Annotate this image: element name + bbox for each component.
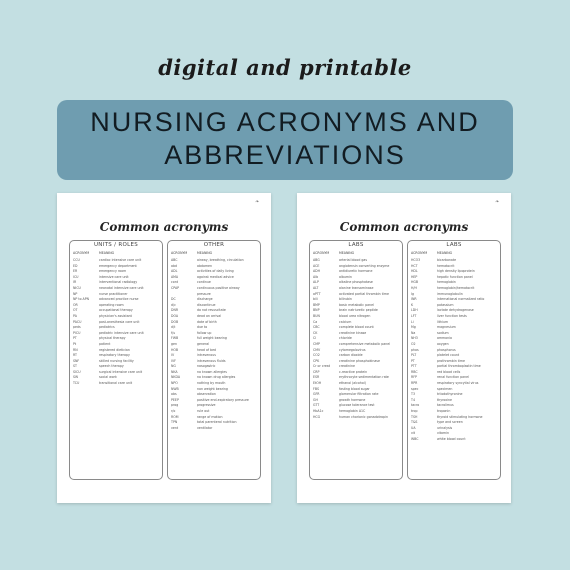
acronym-meaning: hemoglobin <box>437 280 456 285</box>
acronym: obs <box>171 392 177 397</box>
acronym-meaning: arterial blood gas <box>339 258 368 262</box>
acronym-meaning: vitamin <box>437 431 449 436</box>
acronym: LDH <box>411 308 418 313</box>
acronym-meaning: type and screen <box>437 420 463 425</box>
acronym: IV <box>171 353 175 358</box>
acronym: Pt <box>73 341 77 346</box>
acronym: AMA <box>171 274 179 279</box>
acronym-meaning: glomerular filtration rate <box>339 392 379 397</box>
acronym: INR <box>411 297 417 302</box>
acronym: Alb <box>313 274 319 279</box>
acronym-list <box>73 258 160 387</box>
acronym-meaning: platelet count <box>437 353 460 358</box>
acronym-meaning: sodium <box>437 330 449 335</box>
acronym-meaning: against medical advice <box>197 274 234 279</box>
acronym-meaning: transitional care unit <box>99 381 133 386</box>
acronym-meaning: immunoglobulin <box>437 291 463 296</box>
acronym-meaning: carbon dioxide <box>339 353 363 358</box>
acronym-meaning: no known drug allergies <box>197 375 236 380</box>
acronym: spec <box>411 386 419 391</box>
acronym-meaning: renal function panel <box>437 375 469 380</box>
tagline: digital and printable <box>158 55 412 80</box>
acronym: Cl <box>313 336 317 341</box>
acronym: PT <box>411 358 415 363</box>
acronym: CK <box>313 330 318 335</box>
printable-sheet-left <box>57 193 271 503</box>
acronym: DNR <box>171 308 179 313</box>
acronym: BNP <box>313 308 320 313</box>
meaning-header: MEANING <box>197 251 213 255</box>
acronym-meaning: white blood count <box>437 437 466 441</box>
acronym-meaning: thyroxine <box>437 397 453 402</box>
acronym-meaning: social work <box>99 375 117 380</box>
meaning-header: MEANING <box>99 251 115 255</box>
acronym-meaning: blood urea nitrogen <box>339 313 371 318</box>
acronym: ED <box>73 263 78 268</box>
acronym-meaning: cytomegalovirus <box>339 347 366 352</box>
column-header-row <box>171 251 258 257</box>
acronym-meaning: emergency department <box>99 263 137 268</box>
acronym-meaning: neonatal intensive care unit <box>99 285 144 290</box>
acronym: Li <box>411 319 414 324</box>
acronym: ER <box>73 269 78 274</box>
acronym: Ca <box>313 319 318 324</box>
acronym: d/t <box>171 325 176 330</box>
acronym-meaning: magnesium <box>437 325 456 330</box>
acronym: NP <box>73 291 78 296</box>
acronym-meaning: discontinue <box>197 302 216 307</box>
acronym: gen <box>171 341 178 346</box>
acronym-meaning: creatinine kinase <box>339 330 367 335</box>
acronym-meaning: total parenteral nutrition <box>197 420 237 425</box>
acronym: ADL <box>171 269 178 274</box>
acronym: NP to APN <box>73 297 90 302</box>
acronym-meaning: continuous positive airway <box>197 285 240 290</box>
acronym-meaning: fasting blood sugar <box>339 386 370 391</box>
acronym: ACE <box>313 263 320 268</box>
acronym: BUN <box>313 313 320 318</box>
acronym-meaning: glucose tolerance test <box>339 403 375 408</box>
acronym-meaning: high density lipoprotein <box>437 269 475 274</box>
acronym: HGB <box>411 280 419 285</box>
column-heading: OTHER <box>203 242 225 248</box>
acronym-meaning: tacrolimus <box>437 403 454 408</box>
acronym-header: ACRONYM <box>411 251 428 255</box>
acronym-meaning: interventional radiology <box>99 280 138 285</box>
acronym-meaning: observation <box>197 392 216 397</box>
column-box <box>167 240 261 480</box>
acronym-list <box>171 258 258 431</box>
acronym-row <box>411 437 498 443</box>
acronym-meaning: triiodothyronine <box>437 392 463 397</box>
acronym: SNF <box>73 358 80 363</box>
acronym-meaning: nurse practitioner <box>99 291 128 296</box>
acronym-meaning: urinalysis <box>437 425 453 430</box>
banner-title-line1: NURSING ACRONYMS AND <box>90 107 480 137</box>
acronym-meaning: respiratory syncytial virus <box>437 381 479 386</box>
acronym-meaning: international normalized ratio <box>437 297 485 302</box>
acronym-meaning: bicarbonate <box>437 258 457 262</box>
acronym-meaning: rule out <box>197 409 210 414</box>
acronym-meaning: hemoglobin/hematocrit <box>437 285 475 290</box>
acronym: PACU <box>73 319 82 324</box>
column-heading: LABS <box>446 242 462 248</box>
column-header-row <box>313 251 400 257</box>
acronym: GFR <box>313 392 320 397</box>
acronym: T&S <box>411 420 418 425</box>
acronym-meaning: advanced practice nurse <box>99 297 139 302</box>
column-box <box>407 240 501 480</box>
acronym: abd <box>171 263 177 268</box>
acronym: GTT <box>313 403 320 408</box>
acronym-meaning: intensive care unit <box>99 274 129 279</box>
acronym: BMP <box>313 302 320 307</box>
acronym-meaning: occupational therapy <box>99 308 133 313</box>
title-banner <box>57 100 513 180</box>
meaning-header: MEANING <box>339 251 355 255</box>
acronym: CBC <box>313 325 320 330</box>
acronym-meaning: c-reactive protein <box>339 369 368 374</box>
acronym-meaning: airway, breathing, circulation <box>197 258 244 262</box>
acronym-meaning: phosphorus <box>437 347 456 352</box>
acronym-meaning: nothing by mouth <box>197 381 226 386</box>
acronym: NH3 <box>411 336 418 341</box>
acronym: SICU <box>73 369 81 374</box>
acronym-header: ACRONYM <box>313 251 330 255</box>
acronym: d/c <box>171 302 176 307</box>
acronym: PA <box>73 313 77 318</box>
acronym-meaning: comprehensive metabolic panel <box>339 341 391 346</box>
acronym-meaning: ventilator <box>197 425 213 430</box>
acronym-row <box>171 426 258 432</box>
acronym: NKDA <box>171 375 181 380</box>
acronym: Cr or creat <box>313 364 330 369</box>
acronym-meaning: albumin <box>339 274 352 279</box>
acronym-meaning: liver function tests <box>437 313 467 318</box>
acronym-meaning: thyroid stimulating hormone <box>437 414 483 419</box>
acronym: EtOH <box>313 381 322 386</box>
brand-logo: ❧ <box>254 199 259 205</box>
acronym: HEP <box>411 274 418 279</box>
acronym: HCO3 <box>411 258 421 262</box>
acronym: ABG <box>313 258 320 262</box>
acronym-meaning: cardiac intensive care unit <box>99 258 142 262</box>
acronym-meaning: lactate dehydrogenase <box>437 308 474 313</box>
acronym-row <box>313 415 400 421</box>
acronym: CMP <box>313 341 320 346</box>
acronym-meaning: basic metabolic panel <box>339 302 374 307</box>
acronym-meaning: discharge <box>197 297 213 302</box>
acronym: K <box>411 302 414 307</box>
acronym-meaning: progressive <box>197 403 216 408</box>
column-heading: UNITS / ROLES <box>93 242 139 248</box>
acronym-list <box>411 258 498 443</box>
acronym: prog <box>171 403 179 408</box>
acronym: IVF <box>171 358 176 363</box>
acronym: CRP <box>313 369 320 374</box>
acronym: CPAP <box>171 285 180 290</box>
acronym: NKA <box>171 369 178 374</box>
banner-title-line2: ABBREVIATIONS <box>164 140 406 170</box>
acronym: Ig <box>411 291 414 296</box>
acronym: FWB <box>171 336 179 341</box>
acronym-meaning: hemoglobin A1C <box>339 409 366 414</box>
column-heading: LABS <box>348 242 364 248</box>
acronym-meaning: skilled nursing facility <box>99 358 134 363</box>
acronym-meaning: lithium <box>437 319 449 324</box>
acronym-meaning: patient <box>99 341 111 346</box>
acronym: TPN <box>171 420 178 425</box>
acronym-meaning: oxygen <box>437 341 449 346</box>
column-box <box>69 240 163 480</box>
acronym-meaning: no known allergies <box>197 369 227 374</box>
acronym: bili <box>313 297 318 302</box>
acronym-header: ACRONYM <box>171 251 188 255</box>
acronym: ALT <box>313 285 319 290</box>
acronym-meaning: troponin <box>437 409 451 414</box>
acronym-meaning: continue <box>197 280 211 285</box>
acronym: RBC <box>411 369 418 374</box>
printable-sheet-right <box>297 193 511 503</box>
acronym: CMV <box>313 347 321 352</box>
acronym: LFT <box>411 313 417 318</box>
acronym-meaning: abdomen <box>197 263 213 268</box>
acronym: WBC <box>411 437 419 441</box>
acronym-meaning: post-anesthesia care unit <box>99 319 140 324</box>
acronym: CO2 <box>313 353 320 358</box>
acronym: SW <box>73 375 79 380</box>
acronym-meaning: hematocrit <box>437 263 455 268</box>
acronym-meaning: dead on arrival <box>197 313 222 318</box>
acronym: OT <box>73 308 78 313</box>
acronym-list <box>313 258 400 420</box>
acronym: peds <box>73 325 81 330</box>
acronym-meaning: specimen <box>437 386 453 391</box>
acronym-meaning: antidiuretic hormone <box>339 269 373 274</box>
acronym-meaning: registered dietician <box>99 347 130 352</box>
meaning-header: MEANING <box>437 251 453 255</box>
acronym-meaning: surgical intensive care unit <box>99 369 143 374</box>
acronym: TSH <box>411 414 418 419</box>
acronym: RN <box>73 347 78 352</box>
acronym-meaning: physician's assistant <box>99 313 132 318</box>
acronym-meaning: complete blood count <box>339 325 374 330</box>
acronym-meaning: calcium <box>339 319 352 324</box>
acronym: phos <box>411 347 419 352</box>
acronym-meaning: physical therapy <box>99 336 126 341</box>
acronym-meaning: brain natriuretic peptide <box>339 308 378 313</box>
acronym: DOA <box>171 313 179 318</box>
acronym: Na <box>411 330 416 335</box>
acronym: CCU <box>73 258 80 262</box>
acronym-header: ACRONYM <box>73 251 90 255</box>
acronym-meaning: intravenous <box>197 353 216 358</box>
acronym: DOB <box>171 319 179 324</box>
acronym-meaning: human chorionic gonadotropin <box>339 414 388 419</box>
acronym-meaning: partial thromboplastin time <box>437 364 481 369</box>
acronym: NICU <box>73 285 81 290</box>
column-header-row <box>411 251 498 257</box>
acronym: RPR <box>411 381 418 386</box>
acronym-meaning: pressure <box>197 291 211 296</box>
acronym-meaning: chloride <box>339 336 352 341</box>
acronym: PT <box>73 336 77 341</box>
acronym-meaning: growth hormone <box>339 397 366 402</box>
acronym: ESR <box>313 375 320 380</box>
acronym-meaning: alkaline phosphatase <box>339 280 373 285</box>
acronym: NPO <box>171 381 178 386</box>
acronym-meaning: ammonia <box>437 336 452 341</box>
acronym-meaning: activated partial thrombin time <box>339 291 389 296</box>
acronym-meaning: intravenous fluids <box>197 358 226 363</box>
acronym: PICU <box>73 330 81 335</box>
acronym: FBS <box>313 386 319 391</box>
acronym-meaning: alanine transaminase <box>339 285 374 290</box>
acronym-meaning: operating room <box>99 302 124 307</box>
sheet-title: Common acronyms <box>339 220 469 234</box>
acronym-meaning: pediatric intensive care unit <box>99 330 144 335</box>
acronym: UA <box>411 425 416 430</box>
acronym: DC <box>171 297 176 302</box>
acronym-meaning: range of motion <box>197 414 223 419</box>
acronym: HbA1c <box>313 409 324 414</box>
acronym-meaning: potassium <box>437 302 454 307</box>
acronym: H/H <box>411 285 417 290</box>
acronym-meaning: angiotensin converting enzyme <box>339 263 390 268</box>
acronym-meaning: respiratory therapy <box>99 353 130 358</box>
acronym: PEEP <box>171 397 179 402</box>
acronym-meaning: erythrocyte sedimentation rate <box>339 375 389 380</box>
acronym-meaning: positive end-expiratory pressure <box>197 397 249 402</box>
acronym-meaning: pediatrics <box>99 325 115 330</box>
acronym-meaning: do not resuscitate <box>197 308 226 313</box>
acronym: HOB <box>171 347 179 352</box>
column-header-row <box>73 251 160 257</box>
acronym: HCT <box>411 263 418 268</box>
acronym: aPTT <box>313 291 321 296</box>
acronym: ADH <box>313 269 321 274</box>
acronym: ICU <box>73 274 79 279</box>
acronym: cont <box>171 280 178 285</box>
acronym: Mg <box>411 325 416 330</box>
acronym: f/u <box>171 330 176 335</box>
acronym: OR <box>73 302 78 307</box>
sheet-title: Common acronyms <box>99 220 229 234</box>
acronym: ABC <box>171 258 178 262</box>
acronym-meaning: nasogastric <box>197 364 216 369</box>
acronym: r/o <box>171 409 176 414</box>
column-box <box>309 240 403 480</box>
acronym: IR <box>73 280 77 285</box>
acronym-meaning: prothrombin time <box>437 358 465 363</box>
acronym-meaning: head of bed <box>197 347 217 352</box>
acronym-meaning: date of birth <box>197 319 217 324</box>
acronym-meaning: speech therapy <box>99 364 124 369</box>
acronym: PLT <box>411 353 417 358</box>
acronym: vent <box>171 425 179 430</box>
acronym: T3 <box>411 392 415 397</box>
acronym-meaning: hepatic function panel <box>437 274 473 279</box>
acronym: GH <box>313 397 318 402</box>
acronym-meaning: creatinine phosphokinase <box>339 358 380 363</box>
acronym: NG <box>171 364 176 369</box>
acronym: TCU <box>73 381 80 386</box>
acronym-meaning: red blood cells <box>437 369 461 374</box>
acronym: trop <box>411 409 418 414</box>
acronym: RFP <box>411 375 417 380</box>
acronym-meaning: bilirubin <box>339 297 352 302</box>
acronym: ST <box>73 364 77 369</box>
acronym: vit <box>411 431 416 436</box>
acronym: CPK <box>313 358 320 363</box>
acronym-meaning: due to <box>197 325 208 330</box>
acronym: HDL <box>411 269 418 274</box>
acronym-meaning: activities of daily living <box>197 269 234 274</box>
acronym-meaning: non weight bearing <box>197 386 228 391</box>
acronym-meaning: emergency room <box>99 269 127 274</box>
acronym-meaning: ethanol (alcohol) <box>339 381 366 386</box>
acronym-meaning: creatinine <box>339 364 355 369</box>
acronym: PTT <box>411 364 417 369</box>
acronym: RT <box>73 353 77 358</box>
acronym: ROM <box>171 414 179 419</box>
acronym: NWB <box>171 386 179 391</box>
acronym-row <box>73 381 160 387</box>
brand-logo: ❧ <box>494 199 499 205</box>
acronym: O2 <box>411 341 416 346</box>
acronym-meaning: full weight bearing <box>197 336 227 341</box>
acronym-meaning: general <box>197 341 210 346</box>
acronym: ALP <box>313 280 319 285</box>
acronym: HCG <box>313 414 321 419</box>
acronym-meaning: follow up <box>197 330 212 335</box>
acronym: tacro <box>411 403 420 408</box>
acronym: T4 <box>411 397 415 402</box>
